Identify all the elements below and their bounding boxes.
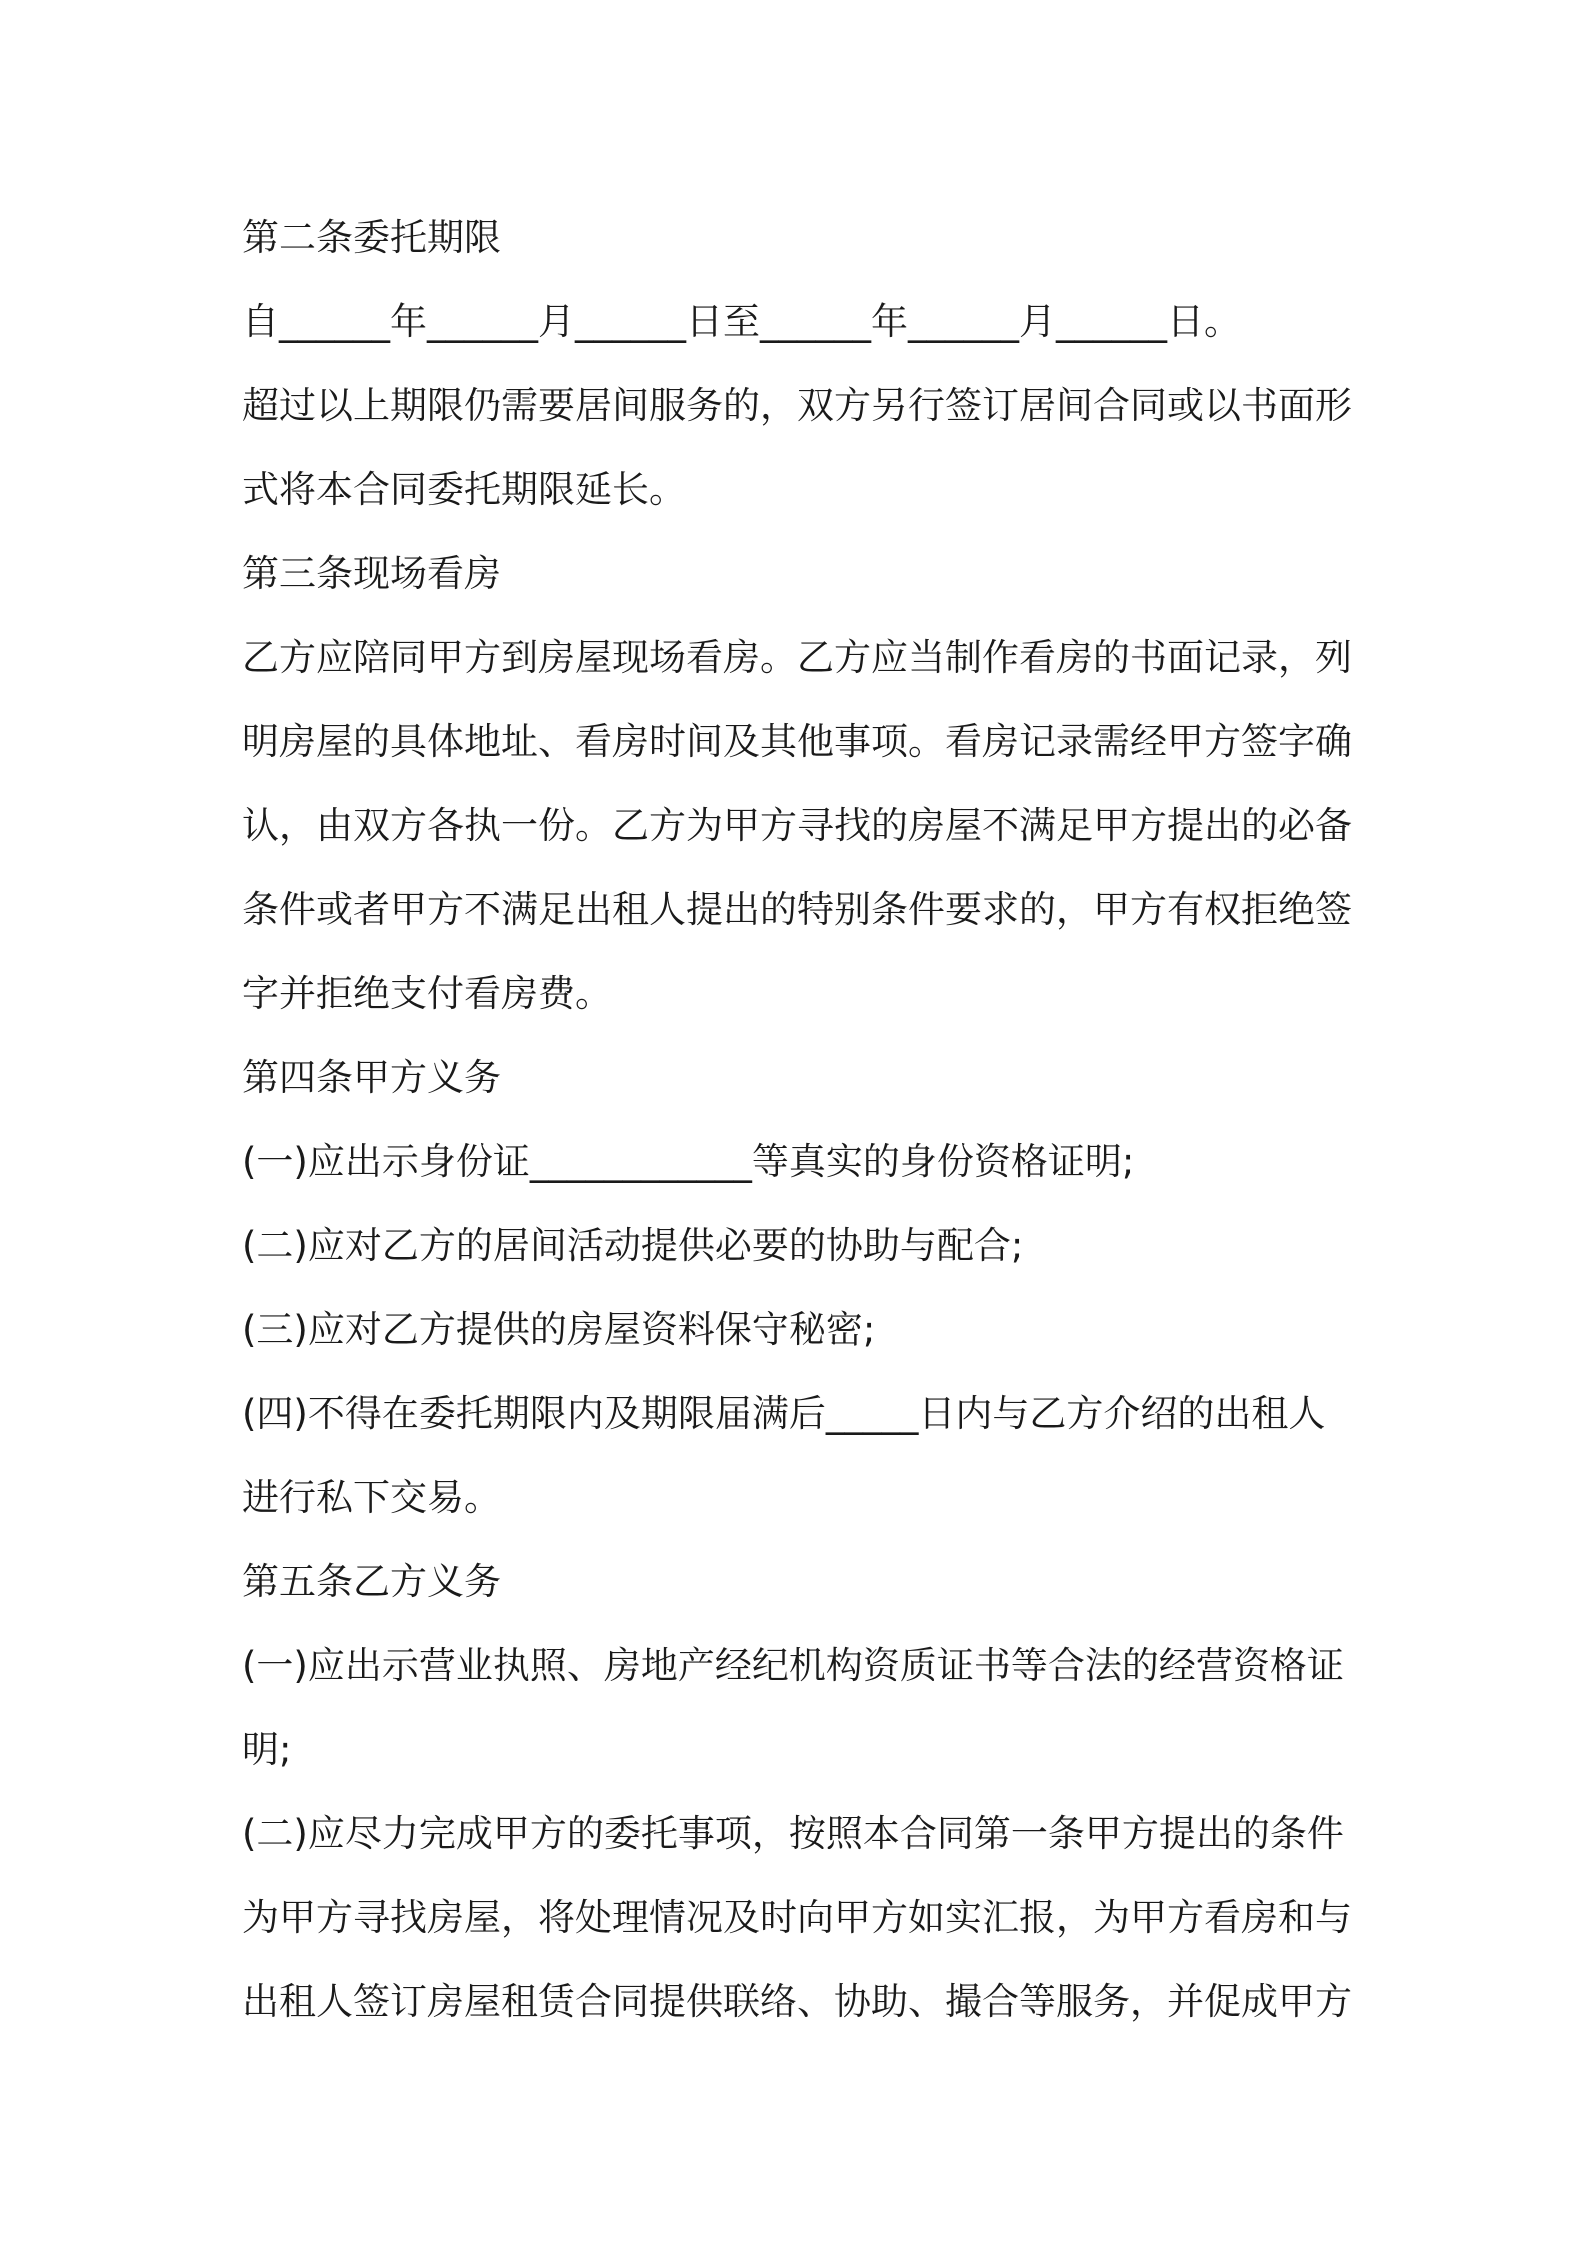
text-line: 超过以上期限仍需要居间服务的，双方另行签订居间合同或以书面形 <box>242 384 1352 427</box>
text-line: 乙方应陪同甲方到房屋现场看房。乙方应当制作看房的书面记录，列 <box>242 636 1352 679</box>
document-body <box>242 196 1358 2044</box>
text-line: (四)不得在委托期限内及期限届满后_____日内与乙方介绍的出租人 <box>242 1392 1326 1435</box>
text-line: 为甲方寻找房屋，将处理情况及时向甲方如实汇报，为甲方看房和与 <box>242 1896 1352 1939</box>
text-line: 明; <box>242 1728 292 1771</box>
text-line: 认，由双方各执一份。乙方为甲方寻找的房屋不满足甲方提出的必备 <box>242 804 1352 847</box>
text-line: 字并拒绝支付看房费。 <box>242 972 612 1015</box>
text-line: 条件或者甲方不满足出租人提出的特别条件要求的，甲方有权拒绝签 <box>242 888 1352 931</box>
text-line: 式将本合同委托期限延长。 <box>242 468 686 511</box>
text-line: 明房屋的具体地址、看房时间及其他事项。看房记录需经甲方签字确 <box>242 720 1352 763</box>
text-line: 自______年______月______日至______年______月______日。 <box>242 300 1241 343</box>
text-line: 出租人签订房屋租赁合同提供联络、协助、撮合等服务，并促成甲方 <box>242 1980 1352 2023</box>
text-line: (二)应尽力完成甲方的委托事项，按照本合同第一条甲方提出的条件 <box>242 1812 1344 1855</box>
text-line: (一)应出示营业执照、房地产经纪机构资质证书等合法的经营资格证 <box>242 1644 1344 1687</box>
article-3-heading: 第三条现场看房 <box>242 552 501 595</box>
text-line: (三)应对乙方提供的房屋资料保守秘密; <box>242 1308 876 1351</box>
article-4-heading: 第四条甲方义务 <box>242 1056 501 1099</box>
article-5-heading: 第五条乙方义务 <box>242 1560 501 1603</box>
article-2-heading: 第二条委托期限 <box>242 216 501 259</box>
text-line: (二)应对乙方的居间活动提供必要的协助与配合; <box>242 1224 1024 1267</box>
text-line: 进行私下交易。 <box>242 1476 501 1519</box>
text-line: (一)应出示身份证____________等真实的身份资格证明; <box>242 1140 1135 1183</box>
